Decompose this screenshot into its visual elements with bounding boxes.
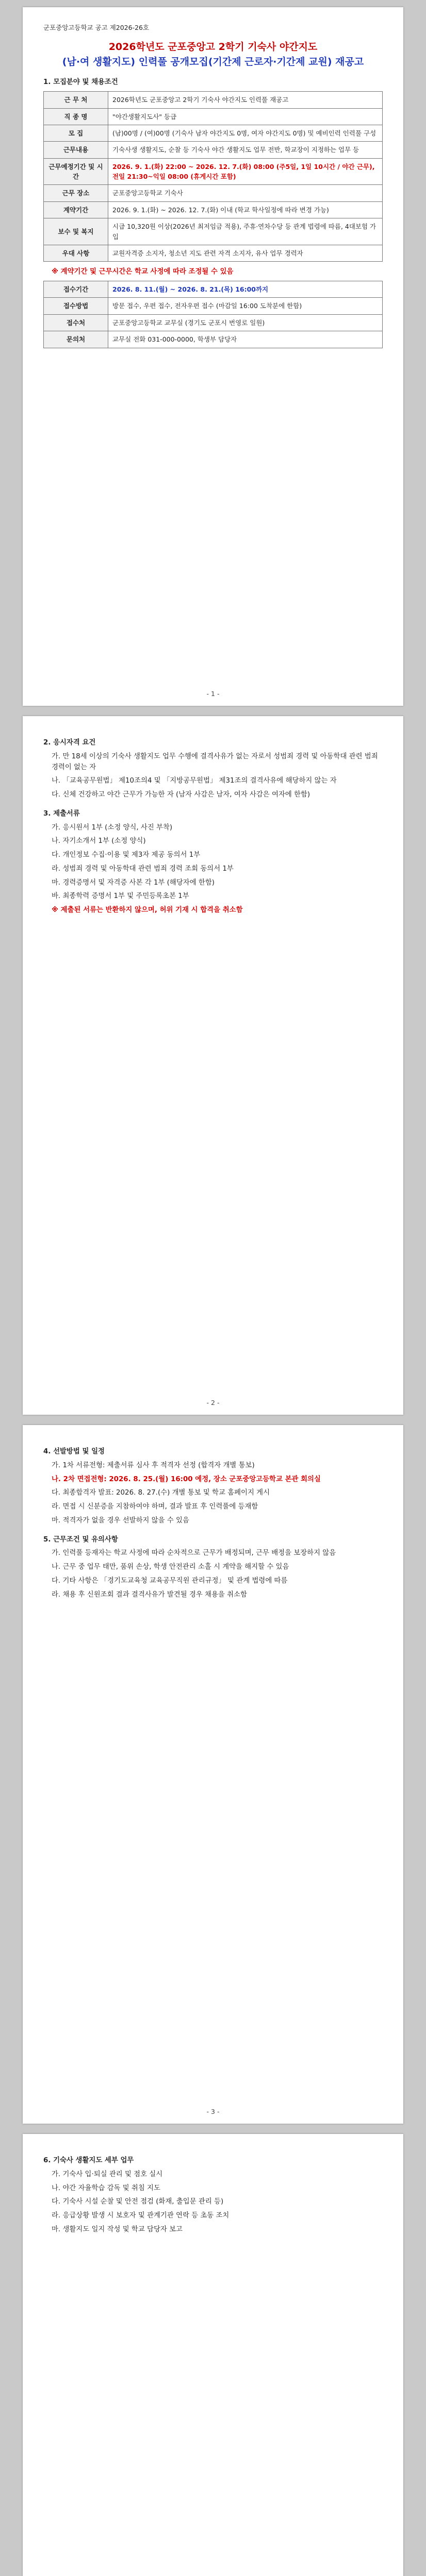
row-value: "야간생활지도사" 등급 [108,108,383,125]
title-line-1: 2026학년도 군포중앙고 2학기 기숙사 야간지도 [108,41,318,53]
table-row [44,218,383,245]
row-label: 직 종 명 [44,108,108,125]
row-value: 2026학년도 군포중앙고 2학기 기숙사 야간지도 인력풀 재공고 [108,92,383,108]
paragraph: 다. 신체 건강하고 야간 근무가 가능한 자 (남자 사감은 남자, 여자 사감은 여자에 한함) [52,791,310,799]
application-table [43,281,383,348]
paragraph: 라. 면접 시 신분증을 지참하여야 하며, 결과 발표 후 인력풀에 등재함 [52,1503,258,1511]
title-line-2: (남·여 생활지도) 인력풀 공개모집(기간제 근로자·기간제 교원) 재공고 [62,56,364,67]
page-number: - 2 - [206,1399,220,1406]
paragraph: 나. 2차 면접전형: 2026. 8. 25.(월) 16:00 예정, 장소 군포중앙고등학교 본관 회의실 [52,1475,321,1483]
row-value: 기숙사생 생활지도, 순찰 등 기숙사 야간 생활지도 업무 전반, 학교장이 지정하는 업무 등 [108,142,383,158]
list-item: 가. 기숙사 입·퇴실 관리 및 점호 실시 [52,2170,163,2178]
table-row [44,92,383,108]
table-row [44,142,383,158]
table-row [44,108,383,125]
row-label: 계약기간 [44,201,108,218]
submission-note: ※ 제출된 서류는 반환하지 않으며, 허위 기재 시 합격을 취소함 [52,906,243,914]
paragraph: 마. 적격자가 없을 경우 선발하지 않을 수 있음 [52,1516,189,1524]
list-item: 나. 자기소개서 1부 (소정 양식) [52,837,146,845]
paragraph: 라. 채용 후 신원조회 결과 결격사유가 발견될 경우 채용을 취소함 [52,1590,247,1599]
document-page-3 [23,1425,403,2124]
list-item: 가. 응시원서 1부 (소정 양식, 사진 부착) [52,823,173,832]
row-label: 접수방법 [44,298,108,314]
row-value: 방문 접수, 우편 접수, 전자우편 접수 (마감일 16:00 도착분에 한함) [108,298,383,314]
row-label: 접수기간 [44,281,108,298]
row-label: 문의처 [44,331,108,348]
section-heading-1: 1. 모집분야 및 채용조건 [43,78,118,87]
paragraph: 다. 기타 사항은 「경기도교육청 교육공무직원 관리규정」 및 관계 법령에 따름 [52,1577,288,1585]
row-value: 교원자격증 소지자, 청소년 지도 관련 자격 소지자, 유사 업무 경력자 [108,245,383,261]
document-page-4 [23,2134,403,2576]
table-row [44,201,383,218]
list-item: 마. 생활지도 일지 작성 및 학교 담당자 보고 [52,2225,183,2233]
row-label: 보수 및 복지 [44,218,108,245]
section-heading-4: 4. 선발방법 및 일정 [43,1448,105,1455]
table-row [44,298,383,314]
document-page-1 [23,7,403,706]
paragraph: 나. 「교육공무원법」 제10조의4 및 「지방공무원법」 제31조의 결격사유에 해당하지 않는 자 [52,777,337,785]
paragraph: 가. 만 18세 이상의 기숙사 생활지도 업무 수행에 결격사유가 없는 자로서 성범죄 경력 및 아동학대 관련 범죄 경력이 없는 자 [52,752,378,771]
row-label: 근무예정기간 및 시간 [44,158,108,185]
row-label: 근무내용 [44,142,108,158]
document-title [43,40,383,69]
page-number: - 1 - [206,690,220,698]
page-number: - 3 - [206,2108,220,2115]
row-label: 접수처 [44,314,108,331]
row-value: 군포중앙고등학교 기숙사 [108,185,383,201]
list-item: 바. 최종학력 증명서 1부 및 주민등록초본 1부 [52,892,189,901]
table-row [44,331,383,348]
recruitment-note: ※ 계약기간 및 근무시간은 학교 사정에 따라 조정될 수 있음 [52,268,234,276]
table-row [44,314,383,331]
row-label: 우대 사항 [44,245,108,261]
paragraph: 다. 최종합격자 발표: 2026. 8. 27.(수) 개별 통보 및 학교 홈페이지 게시 [52,1489,270,1497]
table-row [44,158,383,185]
row-value: 군포중앙고등학교 교무실 (경기도 군포시 번영로 일원) [108,314,383,331]
list-item: 마. 경력증명서 및 자격증 사본 각 1부 (해당자에 한함) [52,878,215,887]
list-item: 나. 야간 자율학습 감독 및 취침 지도 [52,2184,160,2192]
paragraph: 가. 인력풀 등재자는 학교 사정에 따라 순차적으로 근무가 배정되며, 근무 배정을 보장하지 않음 [52,1549,336,1557]
document-number: 군포중앙고등학교 공고 제2026-26호 [43,24,150,31]
list-item: 다. 개인정보 수집·이용 및 제3자 제공 동의서 1부 [52,851,201,859]
list-item: 다. 기숙사 시설 순찰 및 안전 점검 (화재, 출입문 관리 등) [52,2198,224,2206]
section-heading-2: 2. 응시자격 요건 [43,739,96,747]
row-value: 시급 10,320원 이상(2026년 최저임금 적용), 주휴·연차수당 등 관계 법령에 따름, 4대보험 가입 [108,218,383,245]
row-value: (남)00명 / (여)00명 (기숙사 남자 야간지도 0명, 여자 야간지도 0명) 및 예비인력 인력풀 구성 [108,125,383,141]
table-row [44,125,383,141]
table-row [44,185,383,201]
list-item: 라. 응급상황 발생 시 보호자 및 관계기관 연락 등 초동 조치 [52,2212,230,2220]
paragraph: 나. 근무 중 업무 태만, 품위 손상, 학생 안전관리 소홀 시 계약을 해지할 수 있음 [52,1563,289,1571]
row-value: 2026. 8. 11.(월) ~ 2026. 8. 21.(목) 16:00까지 [108,281,383,298]
row-label: 근무 장소 [44,185,108,201]
section-heading-3: 3. 제출서류 [43,809,80,818]
recruitment-table [43,91,383,262]
row-label: 근 무 처 [44,92,108,108]
section-heading-6: 6. 기숙사 생활지도 세부 업무 [43,2157,134,2164]
section-heading-5: 5. 근무조건 및 유의사항 [43,1535,118,1544]
table-row [44,245,383,261]
row-value: 교무실 전화 031-000-0000, 학생부 담당자 [108,331,383,348]
row-value: 2026. 9. 1.(화) ~ 2026. 12. 7.(화) 이내 (학교 학사일정에 따라 변경 가능) [108,201,383,218]
list-item: 라. 성범죄 경력 및 아동학대 관련 범죄 경력 조회 동의서 1부 [52,865,234,873]
row-value: 2026. 9. 1.(화) 22:00 ~ 2026. 12. 7.(화) 08:00 (주5일, 1일 10시간 / 야간 근무), 전일 21:30~익일 08:00 (휴게시간 포함) [108,158,383,185]
document-page-2 [23,716,403,1415]
table-row [44,281,383,298]
paragraph: 가. 1차 서류전형: 제출서류 심사 후 적격자 선정 (합격자 개별 통보) [52,1461,255,1469]
row-label: 모 집 [44,125,108,141]
